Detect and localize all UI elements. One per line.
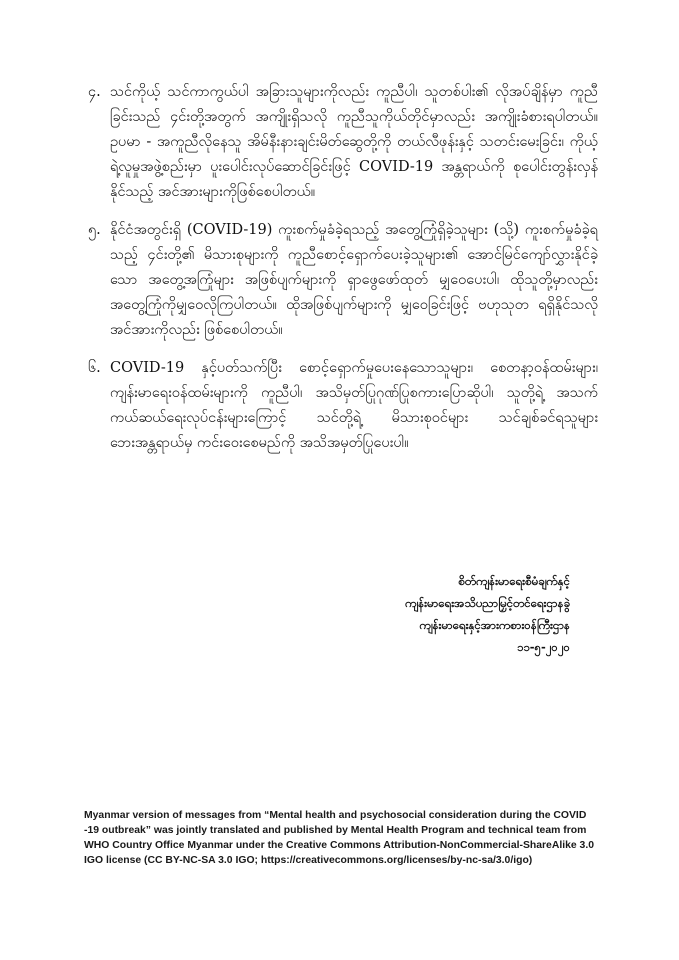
list-item [88, 80, 598, 205]
signature-block [380, 570, 570, 658]
signature-line-division: ကျန်းမာရေးအသိပညာမြှင့်တင်ရေးဌာနခွဲ [405, 596, 570, 610]
item-text: နိုင်ငံအတွင်းရှိ (COVID-19) ကူးစက်မှုခံခဲ့ရသည့် အတွေ့ကြုံရှိခဲ့သူများ (သို့) ကူးစက်မှုခံခဲ့ရသည့် ၄င်းတို့၏ မိသားစုများကို ကူညီစောင့်ရှောက်ပေးခဲ့သူများ၏ အောင်မြင်ကျော်လွှားနိုင်ခဲ့သော အတွေ့အကြုံများ အဖြစ်ပျက်များကို ရှာဖွေဖော်ထုတ် မျှဝေပေးပါ၊ ထိုသူတို့မှာလည်း အတွေ့ကြုံကိုမျှဝေလိုကြပါတယ်။ ထိုအဖြစ်ပျက်များကို မျှဝေခြင်းဖြင့် ဗဟုသုတ ရရှိနိုင်သလို အင်အားကိုလည်း ဖြစ်စေပါတယ်။ [110, 222, 598, 338]
list-item [88, 218, 598, 343]
signature-line-program: စိတ်ကျန်းမာရေးစီမံချက်နှင့် [458, 574, 570, 588]
signature-date: ၁၁-၅-၂၀၂၀ [516, 640, 570, 654]
item-text: သင်ကိုယ့် သင်ကာကွယ်ပါ အခြားသူများကိုလည်း ကူညီပါ၊ သူတစ်ပါး၏ လိုအပ်ချိန်မှာ ကူညီခြင်းသည် ၄င်းတို့အတွက် အကျိုးရှိသလို ကူညီသူကိုယ်တိုင်မှာလည်း အကျိုးခံစားရပါတယ်။ ဥပမာ - အကူညီလိုနေသူ အိမ်နီးနားချင်းမိတ်ဆွေတို့ကို တယ်လီဖုန်းနှင့် သတင်းမေးခြင်း၊ ကိုယ့်ရဲ့လူမှုအဖွဲ့စည်းမှာ ပူးပေါင်းလုပ်ဆောင်ခြင်းဖြင့် COVID-19 အန္တရာယ်ကို စုပေါင်းတွန်းလှန်နိုင်သည့် အင်အားများကိုဖြစ်စေပါတယ်။ [110, 84, 598, 200]
item-number: ၅. [88, 222, 101, 238]
signature-line-ministry: ကျန်းမာရေးနှင့်အားကစားဝန်ကြီးဌာန [419, 618, 570, 632]
item-number: ၆. [88, 360, 101, 376]
list-item [88, 356, 598, 456]
item-text: COVID-19 နှင့်ပတ်သက်ပြီး စောင့်ရှောက်မှုပေးနေသောသူများ၊ စေတနာ့ဝန်ထမ်းများ၊ ကျန်းမာရေးဝန်ထမ်းများကို ကူညီပါ၊ အသိမှတ်ပြုဂုဏ်ပြုစကားပြောဆိုပါ၊ သူတို့ရဲ့ အသက်ကယ်ဆယ်ရေးလုပ်ငန်းများကြောင့် သင်တို့ရဲ့ မိသားစုဝင်များ သင်ချစ်ခင်ရသူများ ဘေးအန္တရာယ်မှ ကင်းဝေးစေမည်ကို အသိအမှတ်ပြုပေးပါ။ [110, 360, 598, 451]
message-list [88, 80, 598, 469]
license-credit: Myanmar version of messages from “Mental health and psychosocial consideration during the COVID -19 outbreak” was jointly translated and published by Mental Health Program and technical team from WHO Country Office Myanmar under the Creative Commons Attribution-NonCommercial-ShareAlike 3.0 IGO license (CC BY-NC-SA 3.0 IGO; https://creativecommons.org/licenses/by-nc-sa/3.0/igo) [84, 810, 594, 866]
item-number: ၄. [88, 84, 101, 100]
